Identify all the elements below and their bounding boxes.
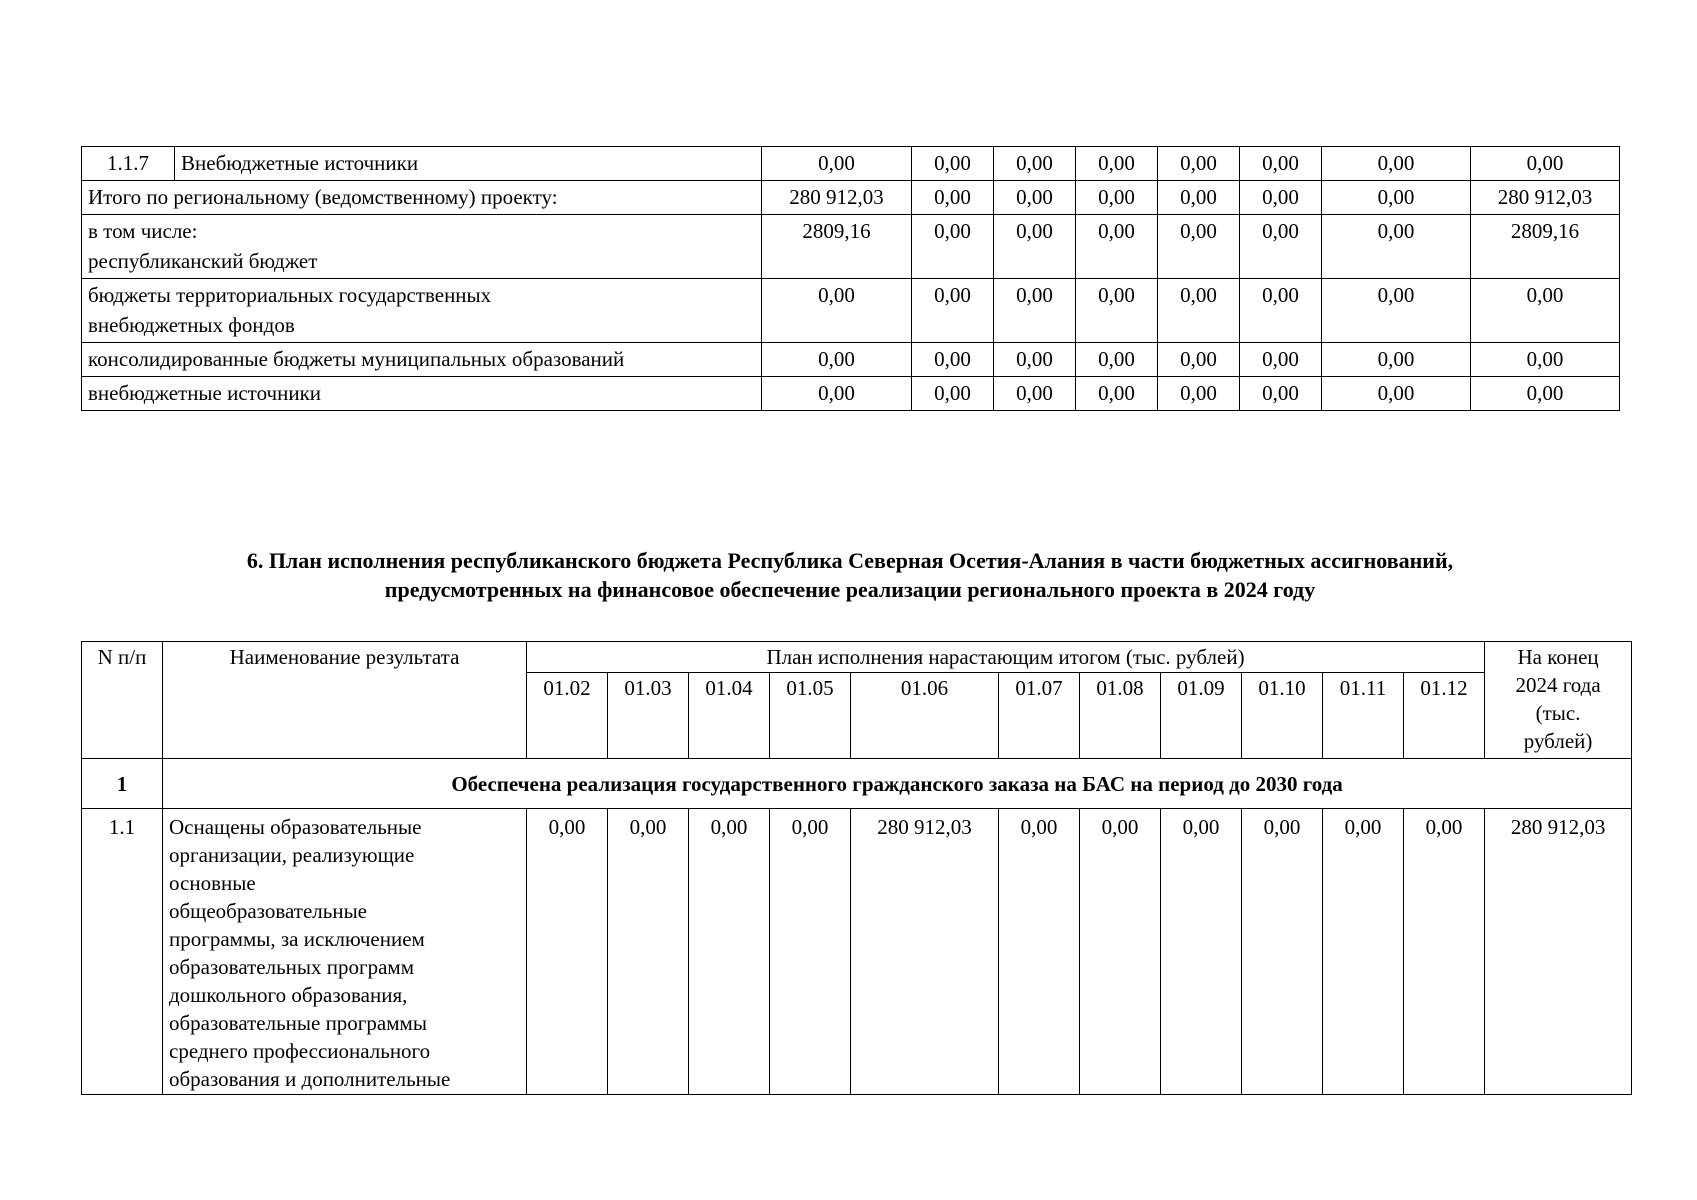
row-label-line: бюджеты территориальных государственных	[88, 283, 492, 307]
month-header: 01.05	[770, 673, 851, 759]
value-cell: 0,00	[1080, 809, 1161, 1095]
row-label: внебюджетные источники	[82, 377, 762, 411]
month-header: 01.03	[608, 673, 689, 759]
row-label: консолидированные бюджеты муниципальных образований	[82, 343, 762, 377]
value-cell: 0,00	[1322, 343, 1471, 377]
value-cell: 0,00	[762, 279, 912, 343]
value-cell: 0,00	[1322, 215, 1471, 279]
table-row	[82, 377, 1620, 411]
value-cell: 0,00	[994, 279, 1076, 343]
total-cell: 0,00	[1471, 279, 1620, 343]
header-end-line: На конец	[1517, 645, 1599, 669]
value-cell: 0,00	[1076, 377, 1158, 411]
value-cell: 0,00	[1240, 343, 1322, 377]
total-cell: 0,00	[1471, 377, 1620, 411]
header-row	[82, 642, 1632, 673]
value-cell: 0,00	[1076, 343, 1158, 377]
value-cell: 0,00	[912, 147, 994, 181]
value-cell: 0,00	[994, 147, 1076, 181]
month-header: 01.10	[1242, 673, 1323, 759]
value-cell: 0,00	[1323, 809, 1404, 1095]
group-row	[82, 759, 1632, 809]
header-end-line: 2024 года	[1515, 673, 1601, 697]
total-cell: 0,00	[1471, 147, 1620, 181]
value-cell: 0,00	[1076, 215, 1158, 279]
value-cell: 0,00	[1161, 809, 1242, 1095]
row-label-line: республиканский бюджет	[88, 249, 318, 273]
table-row	[82, 343, 1620, 377]
funding-sources-table	[81, 146, 1620, 411]
value-cell: 0,00	[1242, 809, 1323, 1095]
total-cell: 280 912,03	[1471, 181, 1620, 215]
row-label	[82, 279, 762, 343]
value-cell: 0,00	[994, 215, 1076, 279]
header-plan: План исполнения нарастающим итогом (тыс. рублей)	[527, 642, 1485, 673]
month-header: 01.07	[999, 673, 1080, 759]
value-cell: 0,00	[1158, 377, 1240, 411]
value-cell: 0,00	[1158, 279, 1240, 343]
value-cell: 0,00	[762, 343, 912, 377]
value-cell: 0,00	[1076, 279, 1158, 343]
value-cell: 0,00	[1076, 147, 1158, 181]
month-header: 01.08	[1080, 673, 1161, 759]
result-name-line: дошкольного образования,	[169, 983, 408, 1007]
table-row	[82, 215, 1620, 279]
value-cell: 0,00	[1240, 377, 1322, 411]
value-cell: 0,00	[762, 377, 912, 411]
header-end-line: рублей)	[1523, 729, 1593, 753]
table-row	[82, 809, 1632, 1095]
table-row	[82, 181, 1620, 215]
value-cell: 0,00	[1240, 279, 1322, 343]
value-cell: 0,00	[689, 809, 770, 1095]
value-cell: 0,00	[1240, 215, 1322, 279]
total-cell: 280 912,03	[1485, 809, 1632, 1095]
row-number: 1.1.7	[82, 147, 175, 181]
row-label-line: в том числе:	[88, 219, 198, 243]
month-header: 01.02	[527, 673, 608, 759]
value-cell: 0,00	[1158, 343, 1240, 377]
result-number: 1.1	[82, 809, 163, 1095]
group-title: Обеспечена реализация государственного гражданского заказа на БАС на период до 2030 года	[163, 759, 1632, 809]
value-cell: 280 912,03	[762, 181, 912, 215]
value-cell: 0,00	[1158, 147, 1240, 181]
month-header: 01.04	[689, 673, 770, 759]
total-cell: 2809,16	[1471, 215, 1620, 279]
month-header: 01.12	[1404, 673, 1485, 759]
header-end-line: (тыс.	[1535, 701, 1581, 725]
row-label	[82, 215, 762, 279]
value-cell: 0,00	[1322, 279, 1471, 343]
month-header: 01.09	[1161, 673, 1242, 759]
value-cell: 0,00	[1322, 147, 1471, 181]
table-row	[82, 147, 1620, 181]
row-label: Внебюджетные источники	[175, 147, 762, 181]
row-label-line: внебюджетных фондов	[88, 313, 295, 337]
result-name-line: среднего профессионального	[169, 1039, 431, 1063]
group-number: 1	[82, 759, 163, 809]
month-header: 01.11	[1323, 673, 1404, 759]
month-header: 01.06	[851, 673, 999, 759]
section-title-line: 6. План исполнения республиканского бюджета Республика Северная Осетия-Алания в части бюджетных ассигнований,	[246, 548, 1454, 573]
result-name-line: организации, реализующие	[169, 843, 415, 867]
value-cell: 0,00	[912, 181, 994, 215]
row-label: Итого по региональному (ведомственному) проекту:	[82, 181, 762, 215]
result-name-line: образовательных программ	[169, 955, 414, 979]
value-cell: 0,00	[762, 147, 912, 181]
result-name	[163, 809, 527, 1095]
value-cell: 2809,16	[762, 215, 912, 279]
value-cell: 0,00	[608, 809, 689, 1095]
value-cell: 0,00	[912, 377, 994, 411]
section-title-line: предусмотренных на финансовое обеспечение реализации регионального проекта в 2024 году	[384, 577, 1316, 602]
value-cell: 0,00	[1322, 181, 1471, 215]
value-cell: 0,00	[1404, 809, 1485, 1095]
value-cell: 0,00	[994, 377, 1076, 411]
result-name-line: общеобразовательные	[169, 899, 367, 923]
value-cell: 0,00	[1322, 377, 1471, 411]
result-name-line: образовательные программы	[169, 1011, 427, 1035]
result-name-line: образования и дополнительные	[169, 1067, 451, 1091]
header-name: Наименование результата	[163, 642, 527, 759]
header-end-of-year	[1485, 642, 1632, 759]
value-cell: 0,00	[770, 809, 851, 1095]
value-cell: 280 912,03	[851, 809, 999, 1095]
result-name-line: основные	[169, 871, 256, 895]
value-cell: 0,00	[994, 343, 1076, 377]
value-cell: 0,00	[1158, 215, 1240, 279]
value-cell: 0,00	[999, 809, 1080, 1095]
value-cell: 0,00	[527, 809, 608, 1095]
value-cell: 0,00	[1076, 181, 1158, 215]
value-cell: 0,00	[1158, 181, 1240, 215]
result-name-line: Оснащены образовательные	[169, 815, 422, 839]
header-num: N п/п	[82, 642, 163, 759]
value-cell: 0,00	[1240, 147, 1322, 181]
section-title	[81, 546, 1619, 604]
value-cell: 0,00	[912, 279, 994, 343]
value-cell: 0,00	[912, 343, 994, 377]
result-name-line: программы, за исключением	[169, 927, 425, 951]
table-row	[82, 279, 1620, 343]
total-cell: 0,00	[1471, 343, 1620, 377]
value-cell: 0,00	[1240, 181, 1322, 215]
budget-plan-table	[81, 641, 1632, 1095]
value-cell: 0,00	[912, 215, 994, 279]
value-cell: 0,00	[994, 181, 1076, 215]
